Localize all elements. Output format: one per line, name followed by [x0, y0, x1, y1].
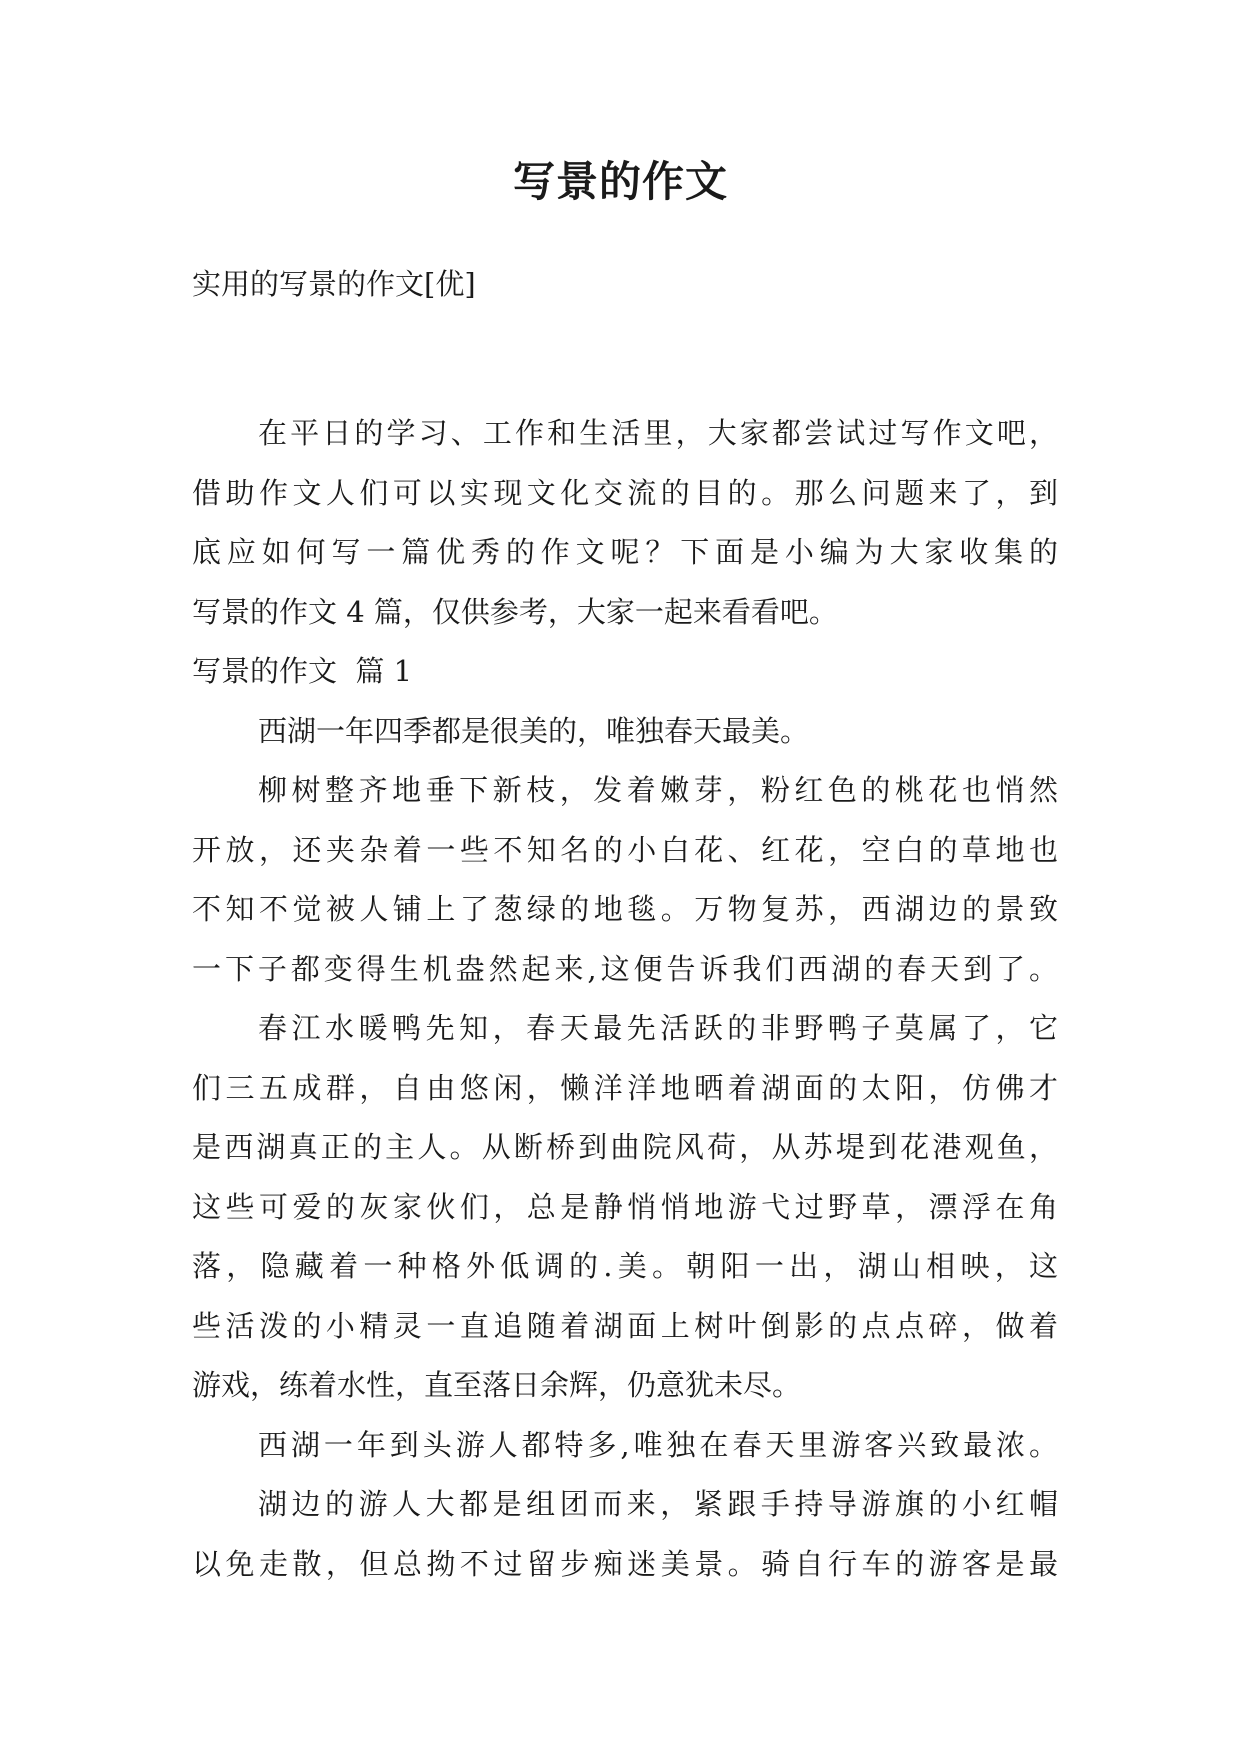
document-title: 写景的作文: [512, 157, 728, 206]
paragraph-line: 些活泼的小精灵一直追随着湖面上树叶倒影的点点碎，做着: [192, 1308, 1058, 1343]
intro-line: 在平日的学习、工作和生活里，大家都尝试过写作文吧，: [258, 416, 1058, 450]
paragraph-line: 以免走散，但总拗不过留步痴迷美景。骑自行车的游客是最: [192, 1546, 1058, 1581]
paragraph-line: 是西湖真正的主人。从断桥到曲院风荷，从苏堤到花港观鱼，: [192, 1130, 1058, 1164]
paragraph-line: 这些可爱的灰家伙们，总是静悄悄地游弋过野草，漂浮在角: [192, 1189, 1058, 1224]
paragraph-line: 湖边的游人大都是组团而来，紧跟手持导游旗的小红帽: [258, 1487, 1058, 1521]
paragraph-line: 一下子都变得生机盎然起来,这便告诉我们西湖的春天到了。: [192, 951, 1058, 986]
intro-line: 底应如何写一篇优秀的作文呢？下面是小编为大家收集的: [192, 535, 1058, 569]
paragraph-line: 游戏，练着水性，直至落日余辉，仍意犹未尽。: [192, 1368, 802, 1402]
document-subtitle: 实用的写景的作文[优]: [192, 267, 476, 301]
intro-line: 写景的作文 4 篇，仅供参考，大家一起来看看吧。: [192, 594, 838, 629]
paragraph-line: 柳树整齐地垂下新枝，发着嫩芽，粉红色的桃花也悄然: [258, 773, 1058, 807]
paragraph-line: 开放，还夹杂着一些不知名的小白花、红花，空白的草地也: [192, 832, 1058, 867]
paragraph-line: 西湖一年四季都是很美的，唯独春天最美。: [258, 713, 810, 748]
paragraph-line: 不知不觉被人铺上了葱绿的地毯。万物复苏，西湖边的景致: [192, 892, 1058, 926]
paragraph-line: 西湖一年到头游人都特多,唯独在春天里游客兴致最浓。: [258, 1427, 1058, 1462]
document-body: [192, 404, 1058, 1594]
paragraph-line: 落，隐藏着一种格外低调的.美。朝阳一出，湖山相映，这: [192, 1249, 1058, 1283]
paragraph-line: 春江水暖鸭先知，春天最先活跃的非野鸭子莫属了，它: [258, 1011, 1058, 1045]
intro-line: 借助作文人们可以实现文化交流的目的。那么问题来了，到: [192, 475, 1058, 510]
section-heading: 写景的作文 篇 1: [192, 654, 413, 688]
paragraph-line: 们三五成群，自由悠闲，懒洋洋地晒着湖面的太阳，仿佛才: [192, 1070, 1058, 1105]
